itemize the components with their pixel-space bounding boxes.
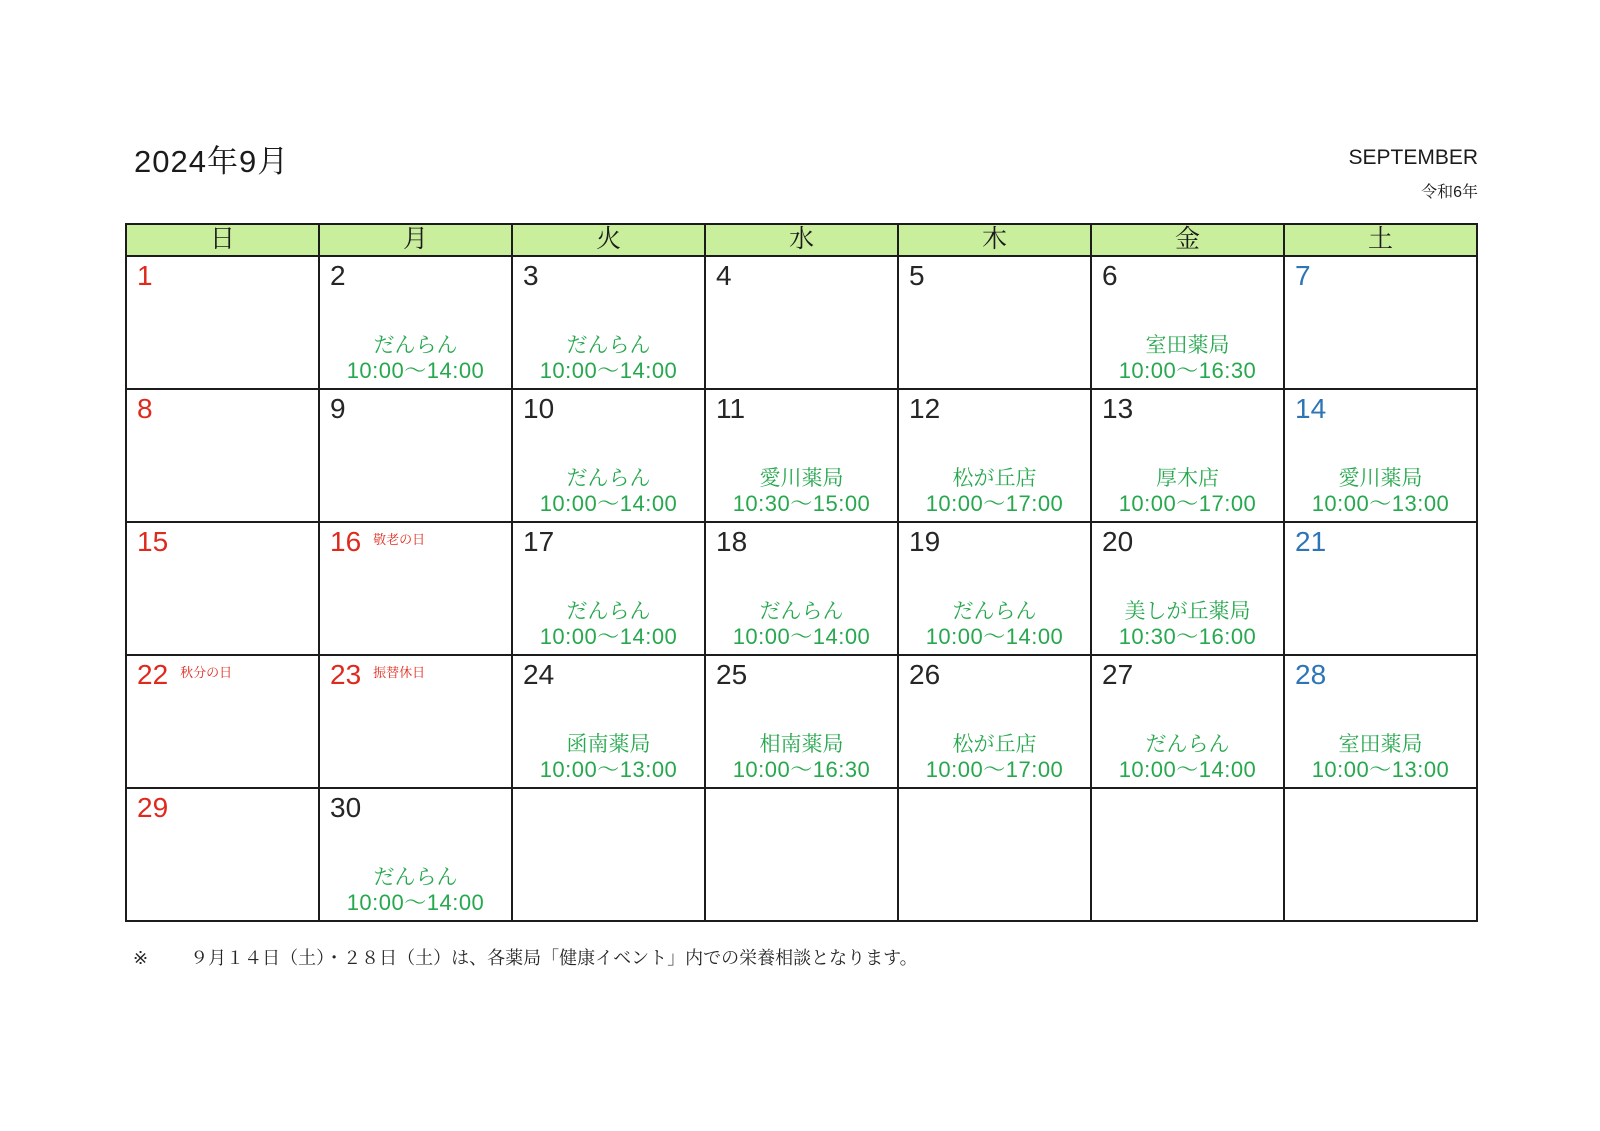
weekday-header-weekday-4: 木 [898,224,1091,256]
day-number: 26 [909,659,941,690]
calendar-day-cell-empty [1284,788,1477,921]
day-number: 10 [523,393,555,424]
day-number: 14 [1295,393,1327,424]
header-right [1348,146,1478,202]
event-time: 10:30〜16:00 [1118,623,1257,649]
event-time: 10:00〜17:00 [925,756,1064,782]
event-block [899,600,1090,649]
event-name: だんらん [373,333,458,357]
calendar-week-row-5 [126,788,1477,921]
event-time: 10:00〜14:00 [539,490,678,516]
event-time: 10:00〜13:00 [1311,756,1450,782]
event-block [899,467,1090,516]
day-number: 23 [330,659,362,690]
event-time: 10:00〜13:00 [539,756,678,782]
event-block [513,334,704,383]
day-number: 21 [1295,526,1327,557]
calendar-day-cell-20 [1091,522,1284,655]
event-time: 10:00〜14:00 [539,357,678,383]
day-number: 24 [523,659,555,690]
calendar-day-cell-8 [126,389,319,522]
event-time: 10:00〜14:00 [1118,756,1257,782]
day-number: 8 [137,393,153,424]
calendar-day-cell-29 [126,788,319,921]
day-number: 13 [1102,393,1134,424]
day-number: 17 [523,526,555,557]
calendar-day-cell-11 [705,389,898,522]
event-block [513,733,704,782]
event-name: 愛川薬局 [759,466,844,490]
holiday-label: 振替休日 [373,665,426,680]
event-time: 10:00〜14:00 [346,357,485,383]
event-block [706,733,897,782]
day-number: 16 [330,526,362,557]
event-block [1092,600,1283,649]
calendar-day-cell-23 [319,655,512,788]
weekday-header-weekday-2: 火 [512,224,705,256]
calendar-day-cell-6 [1091,256,1284,389]
footnote-marker: ※ [133,948,149,968]
calendar-day-cell-17 [512,522,705,655]
event-name: だんらん [566,333,651,357]
day-number: 7 [1295,260,1311,291]
event-time: 10:00〜14:00 [732,623,871,649]
calendar-day-cell-16 [319,522,512,655]
day-number: 20 [1102,526,1134,557]
day-number: 11 [716,393,746,424]
calendar-day-cell-22 [126,655,319,788]
calendar-table [125,223,1478,922]
event-name: 相南薬局 [759,732,844,756]
calendar-day-cell-30 [319,788,512,921]
calendar-day-cell-empty [512,788,705,921]
calendar-day-cell-3 [512,256,705,389]
calendar-day-cell-19 [898,522,1091,655]
weekday-header-weekday-1: 月 [319,224,512,256]
calendar-day-cell-5 [898,256,1091,389]
event-time: 10:00〜17:00 [925,490,1064,516]
event-time: 10:30〜15:00 [732,490,871,516]
calendar-day-cell-4 [705,256,898,389]
calendar-day-cell-empty [898,788,1091,921]
calendar-week-row-1 [126,256,1477,389]
event-time: 10:00〜14:00 [925,623,1064,649]
event-time: 10:00〜17:00 [1118,490,1257,516]
calendar-day-cell-1 [126,256,319,389]
day-number: 9 [330,393,346,424]
day-number: 4 [716,260,732,291]
calendar-day-cell-25 [705,655,898,788]
holiday-label: 敬老の日 [373,532,426,547]
holiday-label: 秋分の日 [180,665,233,680]
day-number: 2 [330,260,346,291]
event-name: 愛川薬局 [1338,466,1423,490]
event-time: 10:00〜16:30 [732,756,871,782]
calendar-day-cell-28 [1284,655,1477,788]
event-name: 厚木店 [1156,466,1219,490]
calendar-week-row-3 [126,522,1477,655]
weekday-header-sat-6: 土 [1284,224,1477,256]
event-time: 10:00〜14:00 [539,623,678,649]
calendar-week-row-4 [126,655,1477,788]
event-block [320,334,511,383]
event-block [899,733,1090,782]
event-name: 松が丘店 [952,732,1037,756]
event-block [513,467,704,516]
calendar-day-cell-27 [1091,655,1284,788]
event-name: 室田薬局 [1338,732,1423,756]
day-number: 19 [909,526,941,557]
day-number: 29 [137,792,169,823]
event-name: 函南薬局 [566,732,651,756]
day-number: 6 [1102,260,1118,291]
event-name: だんらん [759,599,844,623]
calendar-day-cell-7 [1284,256,1477,389]
calendar-day-cell-15 [126,522,319,655]
calendar-day-cell-10 [512,389,705,522]
event-block [320,866,511,915]
event-block [513,600,704,649]
day-number: 30 [330,792,362,823]
month-english-label: SEPTEMBER [1348,146,1478,169]
event-block [1285,733,1476,782]
calendar-day-cell-empty [705,788,898,921]
event-name: 松が丘店 [952,466,1037,490]
event-time: 10:00〜13:00 [1311,490,1450,516]
weekday-header-weekday-5: 金 [1091,224,1284,256]
event-name: 美しが丘薬局 [1124,599,1251,623]
calendar-day-cell-21 [1284,522,1477,655]
event-time: 10:00〜14:00 [346,889,485,915]
day-number: 12 [909,393,941,424]
event-block [1092,334,1283,383]
calendar-day-cell-12 [898,389,1091,522]
day-number: 28 [1295,659,1327,690]
calendar-day-cell-24 [512,655,705,788]
weekday-header-sun-0: 日 [126,224,319,256]
event-name: 室田薬局 [1145,333,1230,357]
event-name: だんらん [952,599,1037,623]
day-number: 25 [716,659,748,690]
event-time: 10:00〜16:30 [1118,357,1257,383]
day-number: 22 [137,659,169,690]
event-name: だんらん [566,599,651,623]
calendar-day-cell-13 [1091,389,1284,522]
calendar-week-row-2 [126,389,1477,522]
footnote-text: ９月１４日（土）・２８日（土）は、各薬局「健康イベント」内での栄養相談となります。 [190,948,918,968]
event-block [1092,467,1283,516]
calendar-day-cell-empty [1091,788,1284,921]
event-name: だんらん [373,865,458,889]
calendar-day-cell-26 [898,655,1091,788]
event-block [706,467,897,516]
event-block [1092,733,1283,782]
weekday-header-row [126,224,1477,256]
calendar-day-cell-9 [319,389,512,522]
day-number: 27 [1102,659,1134,690]
calendar-day-cell-18 [705,522,898,655]
event-block [1285,467,1476,516]
page-title: 2024年9月 [134,144,290,179]
event-name: だんらん [1145,732,1230,756]
day-number: 1 [137,260,153,291]
footnote [133,944,918,970]
day-number: 18 [716,526,748,557]
event-block [706,600,897,649]
day-number: 3 [523,260,539,291]
era-year-label: 令和6年 [1421,184,1478,201]
day-number: 5 [909,260,925,291]
calendar-day-cell-14 [1284,389,1477,522]
weekday-header-weekday-3: 水 [705,224,898,256]
day-number: 15 [137,526,169,557]
calendar-day-cell-2 [319,256,512,389]
event-name: だんらん [566,466,651,490]
